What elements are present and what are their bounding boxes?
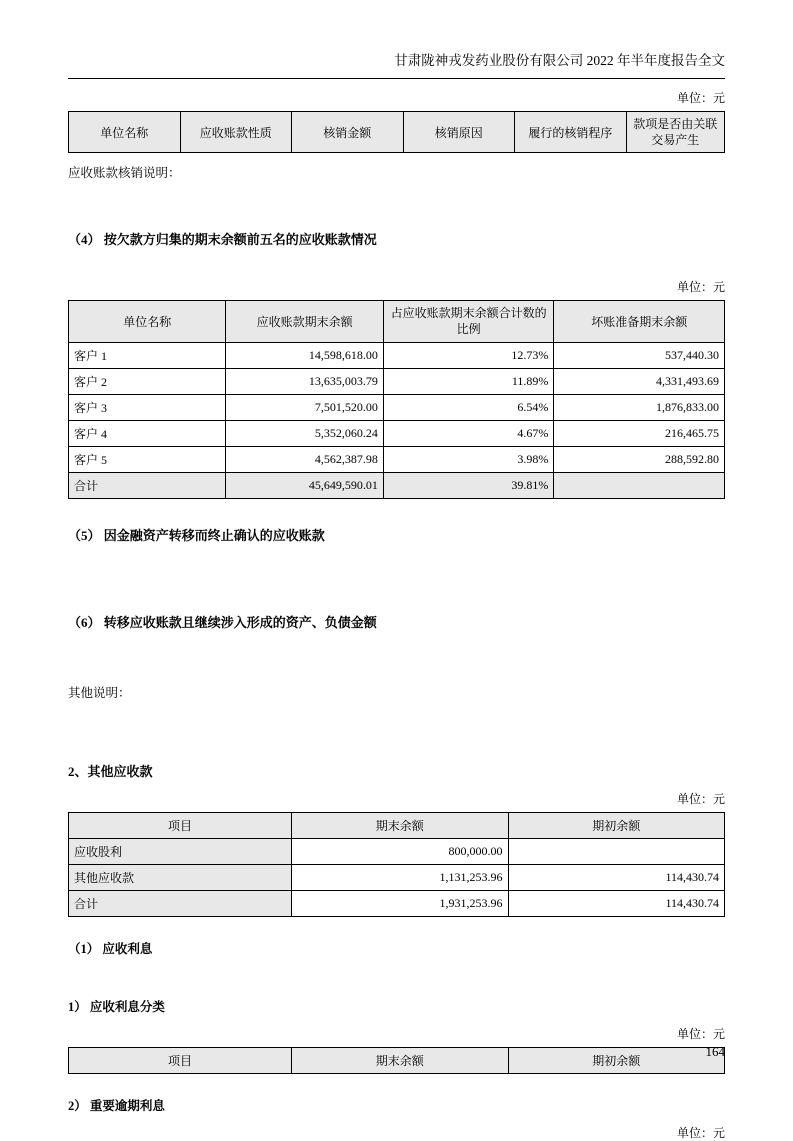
column-header: 占应收账款期末余额合计数的比例 [383,301,554,342]
column-header: 项目 [69,1047,292,1073]
section-5-number: （5） [68,527,101,543]
table-row [69,342,725,368]
cell-provision: 537,440.30 [554,342,725,368]
table-total-row [69,472,725,498]
cell-ratio: 6.54% [383,394,554,420]
cell-provision: 288,592.80 [554,446,725,472]
column-header: 核销原因 [403,111,515,152]
section-5-heading [68,525,725,544]
cell-begin-balance: 114,430.74 [508,890,725,916]
cell-item: 合计 [69,890,292,916]
cell-balance: 4,562,387.98 [226,446,383,472]
cell-name: 合计 [69,472,226,498]
section-6-number: （6） [68,614,101,630]
column-header: 项目 [69,812,292,838]
cell-begin-balance: 114,430.74 [508,864,725,890]
section-4-title: 按欠款方归集的期末余额前五名的应收账款情况 [103,232,377,248]
table-row [69,394,725,420]
table-row [69,864,725,890]
section-5-title: 因金融资产转移而终止确认的应收账款 [103,527,325,543]
interest-sub1-title: 应收利息分类 [89,999,165,1014]
header-title: 甘肃陇神戎发药业股份有限公司 2022 年半年度报告全文 [394,53,725,68]
cell-name: 客户 2 [69,368,226,394]
other-receivables-heading: 2、其他应收款 [68,763,153,779]
cell-balance: 45,649,590.01 [226,472,383,498]
page-header [68,0,725,79]
cell-end-balance: 1,131,253.96 [292,864,508,890]
interest-heading [68,939,725,957]
unit-label-top5: 单位：元 [676,280,725,295]
section-6-title: 转移应收账款且继续涉入形成的资产、负债金额 [103,614,377,630]
table-header-row [69,301,725,342]
section-4-heading [68,229,725,248]
cell-balance: 14,598,618.00 [226,342,383,368]
cell-begin-balance [508,838,725,864]
cell-end-balance: 800,000.00 [292,838,508,864]
cell-name: 客户 1 [69,342,226,368]
column-header: 款项是否由关联交易产生 [626,111,724,152]
interest-classification-table [68,1047,725,1074]
unit-label-other-receivables: 单位：元 [676,791,725,806]
unit-label-interest: 单位：元 [676,1026,725,1041]
column-header: 期末余额 [292,812,508,838]
cell-ratio: 11.89% [383,368,554,394]
cell-balance: 5,352,060.24 [226,420,383,446]
column-header: 履行的核销程序 [515,111,627,152]
cell-name: 客户 3 [69,394,226,420]
column-header: 单位名称 [69,111,181,152]
column-header: 期初余额 [508,1047,725,1073]
table-row [69,420,725,446]
table-header-row [69,1047,725,1073]
interest-title: 应收利息 [102,941,153,956]
unit-label-writeoff: 单位：元 [676,90,725,105]
cell-ratio: 39.81% [383,472,554,498]
cell-end-balance: 1,931,253.96 [292,890,508,916]
other-receivables-table [68,812,725,917]
section-6-heading [68,612,725,631]
column-header: 应收账款期末余额 [226,301,383,342]
cell-provision [554,472,725,498]
section-4-number: （4） [68,232,101,248]
table-row [69,368,725,394]
table-header-row [69,812,725,838]
table-total-row [69,890,725,916]
column-header: 期初余额 [508,812,725,838]
interest-sub2-heading [68,1096,725,1114]
writeoff-note: 应收账款核销说明： [68,166,181,181]
column-header: 期末余额 [292,1047,508,1073]
column-header: 核销金额 [292,111,404,152]
interest-sub1-heading [68,997,725,1015]
column-header: 应收账款性质 [180,111,292,152]
cell-name: 客户 5 [69,446,226,472]
column-header: 单位名称 [69,301,226,342]
table-header-row [69,111,725,152]
cell-balance: 7,501,520.00 [226,394,383,420]
header-rule [68,78,725,79]
page-number: 164 [705,1044,725,1059]
cell-item: 其他应收款 [69,864,292,890]
writeoff-table [68,111,725,153]
cell-balance: 13,635,003.79 [226,368,383,394]
interest-sub2-number: 2） [68,1098,87,1113]
unit-label-overdue-interest: 单位：元 [676,1125,725,1140]
other-note: 其他说明： [68,685,131,700]
table-row [69,838,725,864]
top5-receivables-table [68,300,725,498]
cell-item: 应收股利 [69,838,292,864]
cell-provision: 1,876,833.00 [554,394,725,420]
cell-ratio: 4.67% [383,420,554,446]
cell-ratio: 3.98% [383,446,554,472]
cell-name: 客户 4 [69,420,226,446]
interest-sub1-number: 1） [68,999,87,1014]
interest-sub2-title: 重要逾期利息 [89,1098,165,1113]
cell-provision: 216,465.75 [554,420,725,446]
cell-ratio: 12.73% [383,342,554,368]
cell-provision: 4,331,493.69 [554,368,725,394]
interest-number: （1） [68,941,100,956]
table-row [69,446,725,472]
column-header: 坏账准备期末余额 [554,301,725,342]
